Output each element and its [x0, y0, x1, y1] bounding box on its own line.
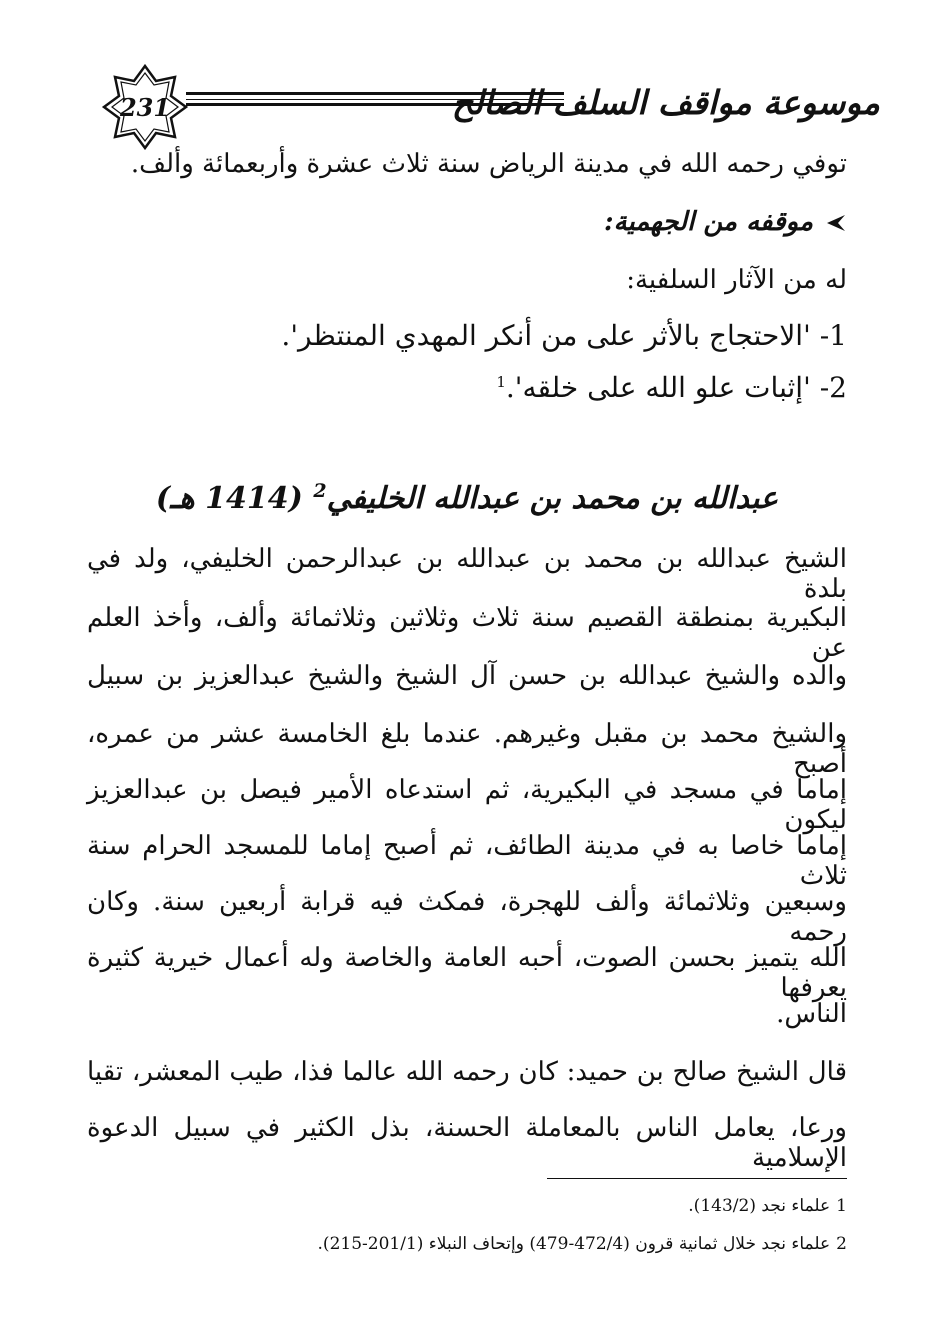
- footnote-text: علماء نجد (143/2).: [688, 1196, 831, 1216]
- header-rule: [186, 103, 564, 106]
- list-item-number: 2-: [819, 371, 847, 404]
- paragraph-line: إماما خاصا به في مدينة الطائف، ثم أصبح إماما للمسجد الحرام سنة ثلاث: [87, 831, 847, 891]
- death-line: توفي رحمه الله في مدينة الرياض سنة ثلاث عشرة وأربعمائة وألف.: [130, 149, 847, 179]
- footnote-number: 2: [836, 1234, 847, 1254]
- header-rule: [186, 99, 564, 100]
- paragraph-line: الناس.: [776, 999, 847, 1029]
- page-header: [100, 62, 880, 152]
- book-title: موسوعة مواقف السلف الصالح: [451, 83, 880, 122]
- paragraph-line: قال الشيخ صالح بن حميد: كان رحمه الله عالما فذا، طيب المعشر، تقيا: [87, 1057, 847, 1087]
- paragraph-line: والشيخ محمد بن مقبل وغيرهم. عندما بلغ الخامسة عشر من عمره، أصبح: [87, 719, 847, 779]
- biography-title: [87, 480, 847, 516]
- paragraph-line: الشيخ عبدالله بن محمد بن عبدالله بن عبدالرحمن الخليفي، ولد في بلدة: [87, 544, 847, 604]
- paragraph-line: والده والشيخ عبدالله بن حسن آل الشيخ والشيخ عبدالعزيز بن سبيل: [87, 661, 847, 691]
- works-intro: له من الآثار السلفية:: [626, 265, 847, 295]
- section-heading: [87, 208, 847, 238]
- paragraph-line: الله يتميز بحسن الصوت، أحبه العامة والخاصة وله أعمال خيرية كثيرة يعرفها: [87, 943, 847, 1003]
- biography-year: (1414 هـ): [155, 481, 303, 516]
- footnote: [87, 1196, 847, 1216]
- paragraph-line: وسبعين وثلاثمائة وألف للهجرة، فمكث فيه قرابة أربعين سنة. وكان رحمه: [87, 887, 847, 947]
- biography-name: عبدالله بن محمد بن عبدالله الخليفي: [326, 481, 779, 516]
- page-number-badge: [100, 62, 190, 152]
- footnote-ref: 2: [313, 480, 327, 502]
- footnote: [87, 1234, 847, 1254]
- paragraph-line: إماما في مسجد في البكيرية، ثم استدعاه الأمير فيصل بن عبدالعزيز ليكون: [87, 775, 848, 835]
- footnote-number: 1: [836, 1196, 847, 1216]
- page-number: 231: [119, 92, 171, 122]
- footnote-text: علماء نجد خلال ثمانية قرون (472/4-479) وإتحاف النبلاء (201/1-215).: [317, 1234, 831, 1254]
- list-item-text: 'الاحتجاج بالأثر على من أنكر المهدي المنتظر'.: [281, 319, 811, 352]
- footnote-separator: [547, 1178, 847, 1179]
- section-heading-text: موقفه من الجهمية:: [603, 207, 813, 237]
- list-item-number: 1-: [819, 319, 847, 352]
- list-item: [87, 372, 847, 404]
- header-rule: [186, 92, 564, 95]
- list-item: [87, 320, 847, 352]
- paragraph-line: ورعا، يعامل الناس بالمعاملة الحسنة، بذل الكثير في سبيل الدعوة الإسلامية: [87, 1113, 847, 1173]
- paragraph-line: البكيرية بمنطقة القصيم سنة ثلاث وثلاثين وثلاثمائة وألف، وأخذ العلم عن: [87, 603, 847, 663]
- footnote-ref: 1: [496, 372, 506, 391]
- arrowhead-bullet-icon: [825, 213, 847, 233]
- list-item-text: 'إثبات علو الله على خلقه'.: [505, 371, 811, 404]
